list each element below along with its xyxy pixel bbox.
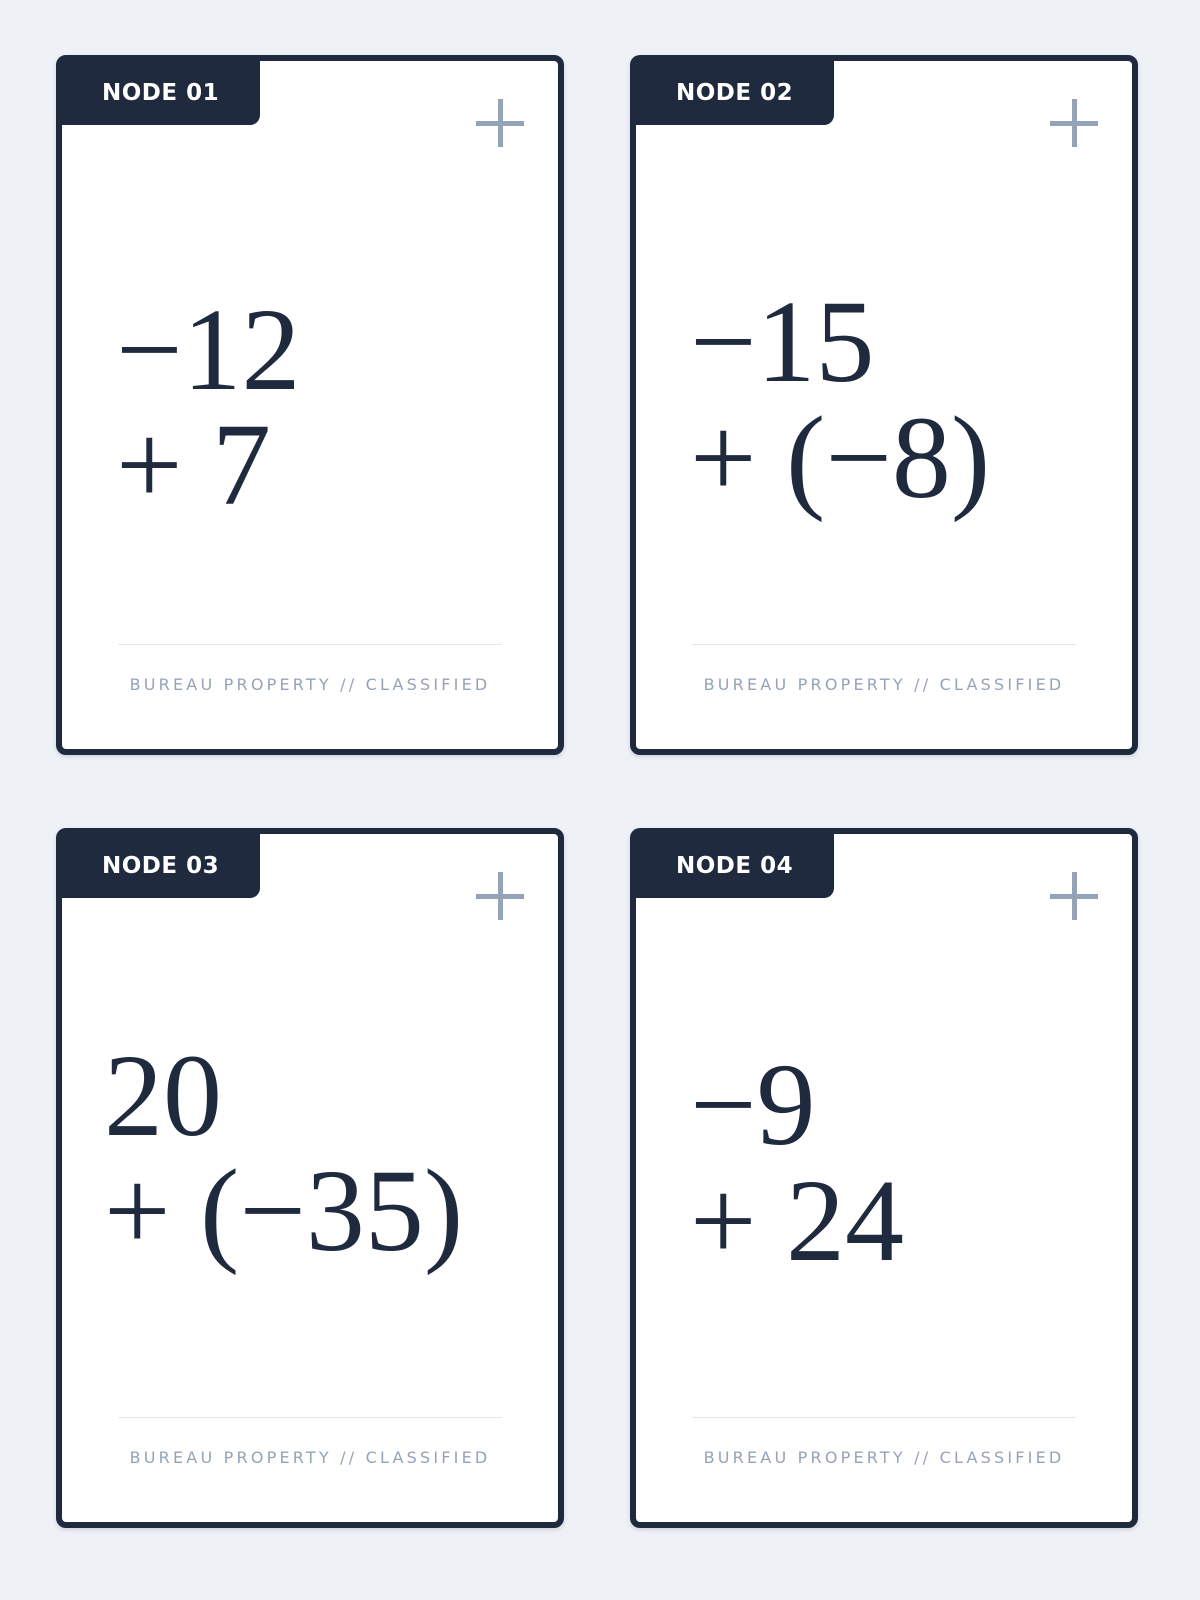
card-divider <box>692 644 1076 645</box>
expression-line-1: −15 <box>690 276 875 407</box>
node-label: NODE 01 <box>60 59 260 125</box>
node-label: NODE 04 <box>634 832 834 898</box>
expression <box>62 834 558 1522</box>
card-footer: BUREAU PROPERTY // CLASSIFIED <box>129 675 491 694</box>
node-card-04 <box>630 828 1138 1528</box>
card-footer: BUREAU PROPERTY // CLASSIFIED <box>129 1448 491 1467</box>
expression <box>62 61 558 749</box>
expression-line-1: −12 <box>116 284 301 415</box>
node-card-03 <box>56 828 564 1528</box>
node-card-02 <box>630 55 1138 755</box>
node-label: NODE 02 <box>634 59 834 125</box>
expression <box>636 834 1132 1522</box>
card-footer: BUREAU PROPERTY // CLASSIFIED <box>703 1448 1065 1467</box>
card-divider <box>118 644 502 645</box>
expression-line-2: + (−35) <box>104 1145 464 1276</box>
node-card-01 <box>56 55 564 755</box>
expression-line-1: 20 <box>104 1030 222 1161</box>
expression-line-2: + (−8) <box>690 392 991 523</box>
card-divider <box>692 1417 1076 1418</box>
expression-line-2: + 24 <box>690 1155 905 1286</box>
card-divider <box>118 1417 502 1418</box>
card-footer: BUREAU PROPERTY // CLASSIFIED <box>703 675 1065 694</box>
node-label: NODE 03 <box>60 832 260 898</box>
expression-line-1: −9 <box>690 1039 816 1170</box>
expression <box>636 61 1132 749</box>
expression-line-2: + 7 <box>116 399 272 530</box>
